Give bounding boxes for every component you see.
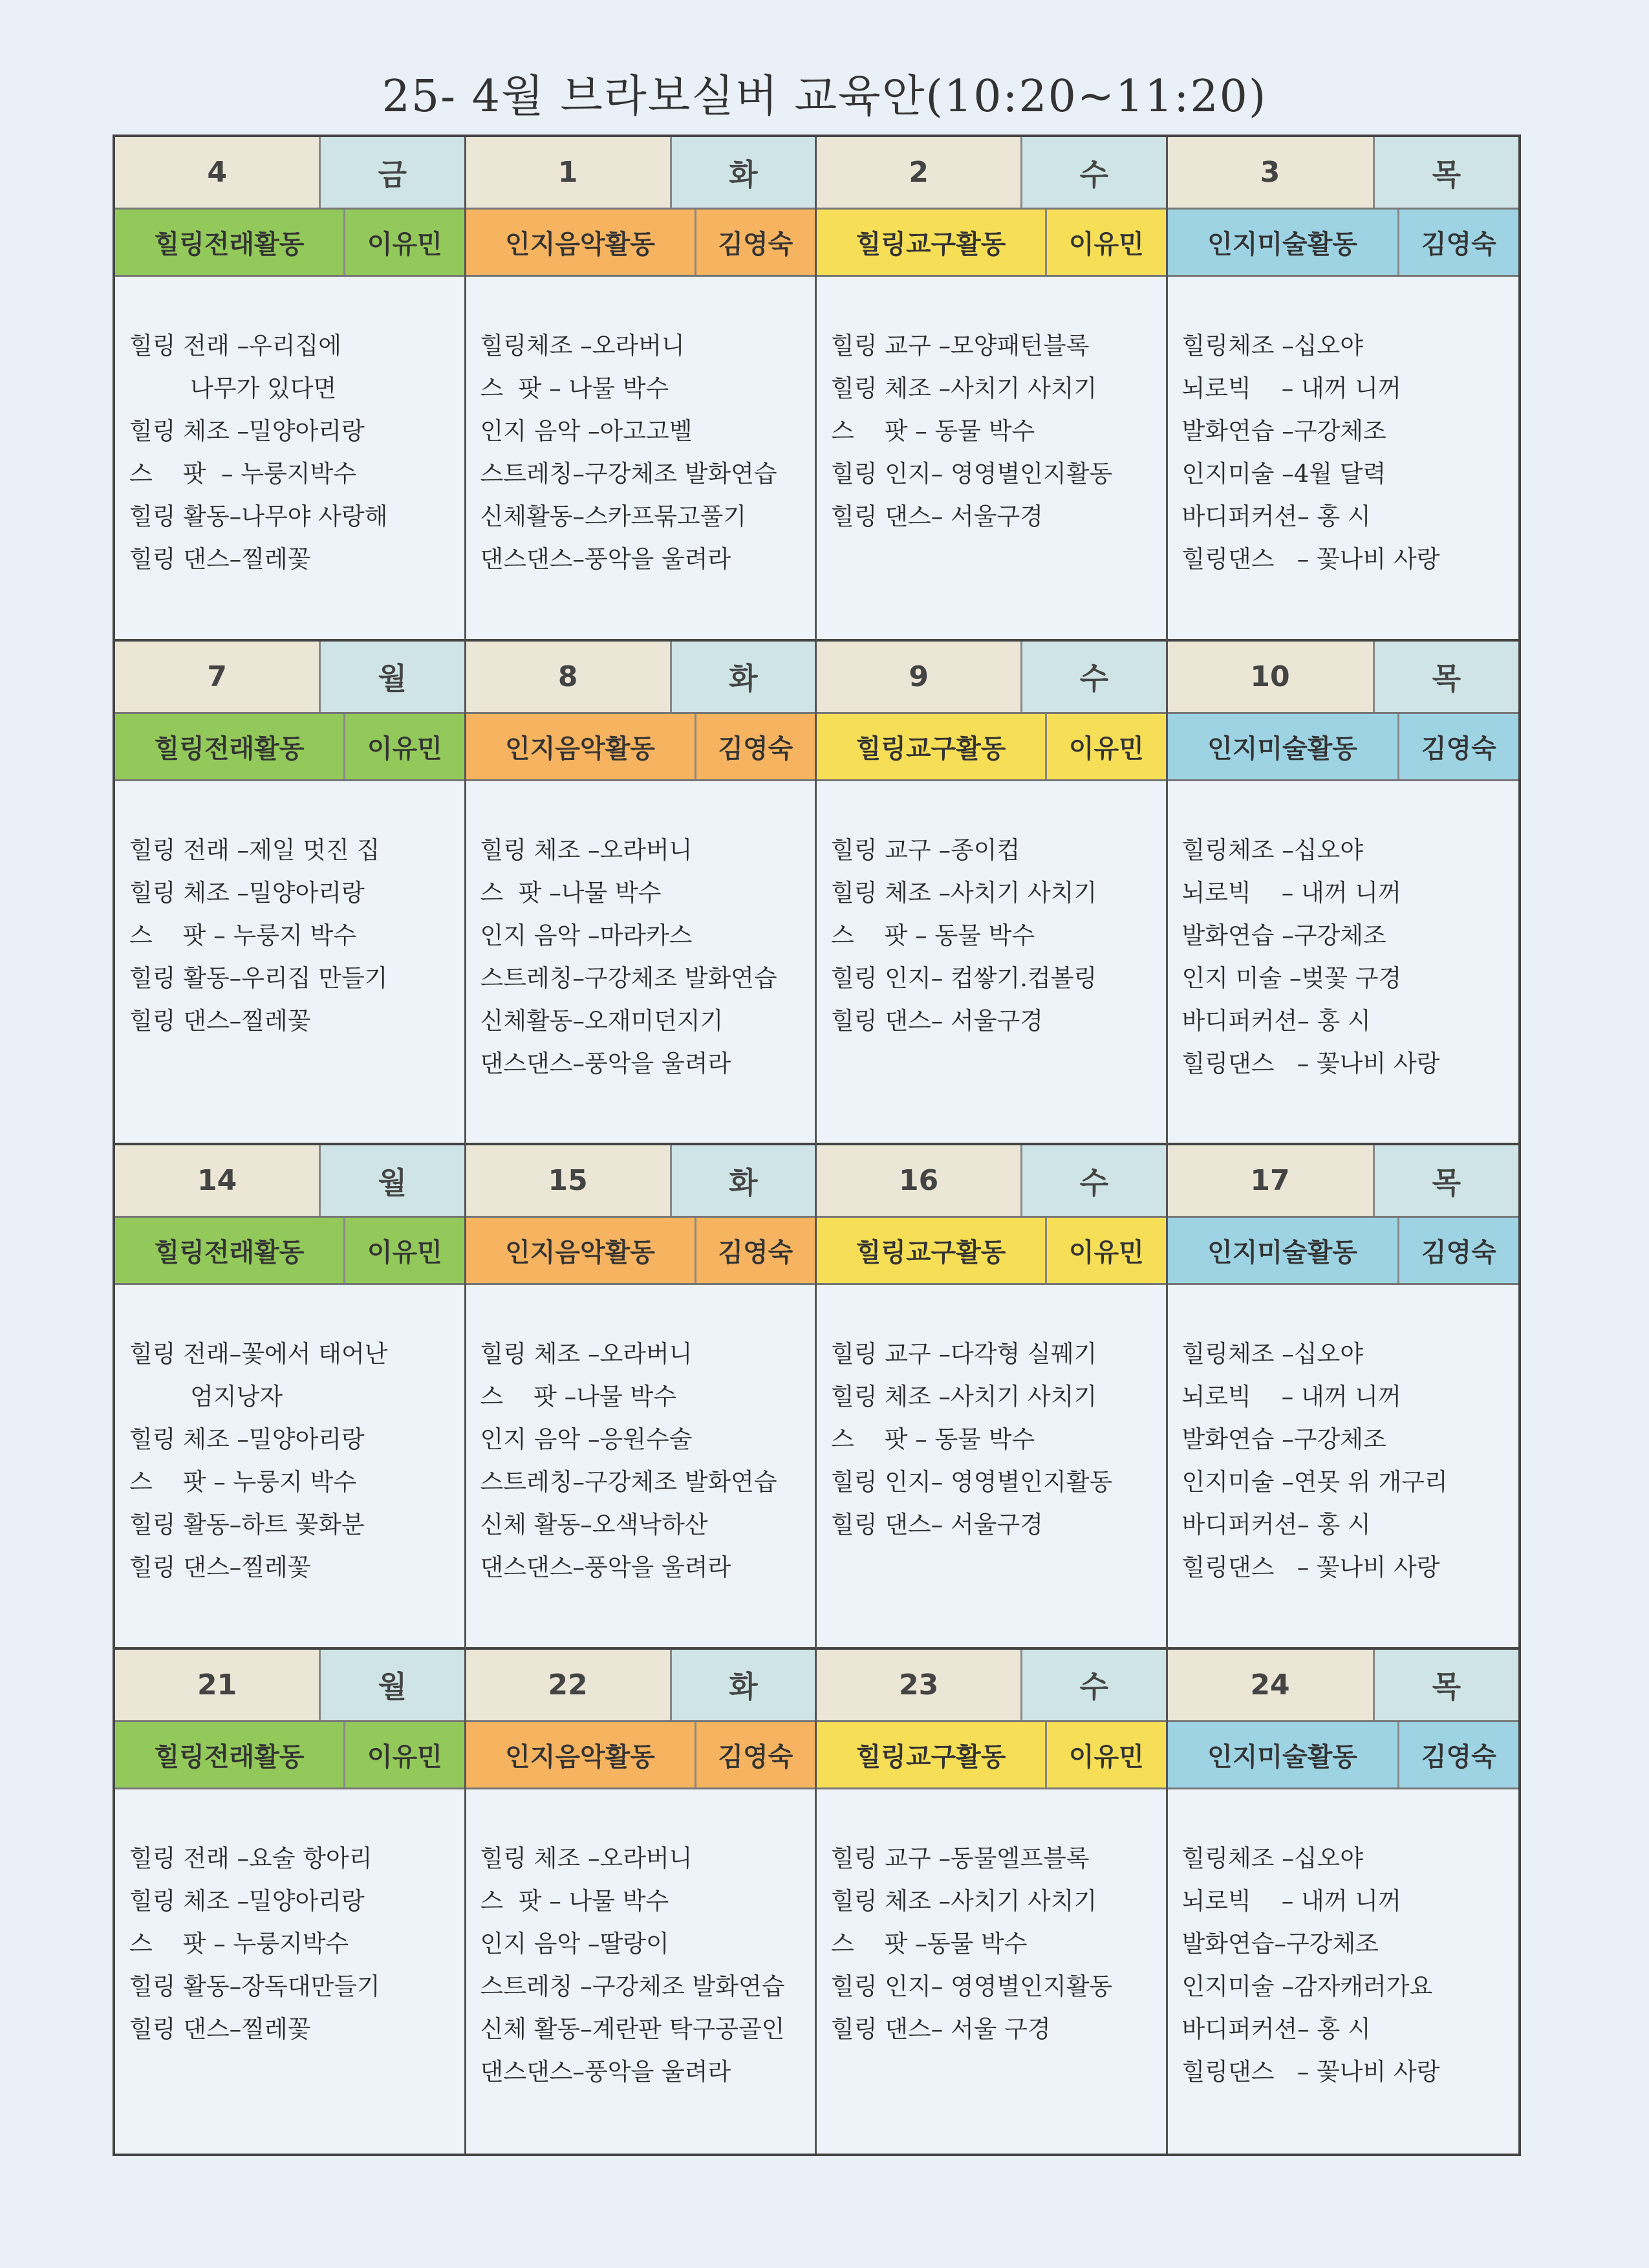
lesson-line: 힐링 체조 –오라버니 bbox=[480, 1340, 693, 1368]
activity-row bbox=[1168, 1218, 1519, 1285]
day-cell bbox=[466, 642, 817, 1146]
teacher-name: 김영숙 bbox=[1399, 1722, 1518, 1787]
lesson-line: 힐링 체조 –사치기 사치기 bbox=[831, 1886, 1097, 1915]
lesson-plan bbox=[466, 277, 815, 639]
lesson-line: 바디퍼커션– 홍 시 bbox=[1181, 2014, 1371, 2043]
day-weekday: 목 bbox=[1375, 1145, 1518, 1216]
day-header bbox=[115, 1145, 464, 1218]
lesson-line: 스 팟 – 누룽지박수 bbox=[129, 1929, 349, 1958]
day-header bbox=[1168, 1145, 1519, 1218]
teacher-name: 이유민 bbox=[1047, 210, 1165, 275]
lesson-plan bbox=[817, 1789, 1166, 2154]
activity-name: 힐링전래활동 bbox=[115, 1722, 345, 1787]
activity-row bbox=[1168, 714, 1519, 781]
lesson-plan bbox=[466, 1285, 815, 1647]
day-header bbox=[466, 137, 815, 210]
day-date: 10 bbox=[1168, 642, 1375, 712]
lesson-plan bbox=[817, 277, 1166, 639]
lesson-line: 인지 음악 –딸랑이 bbox=[480, 1929, 669, 1958]
day-cell bbox=[115, 137, 466, 642]
lesson-line: 신체활동–스카프묶고풀기 bbox=[480, 502, 747, 530]
lesson-line: 힐링댄스 – 꽃나비 사랑 bbox=[1181, 545, 1440, 573]
lesson-line: 힐링체조 –십오야 bbox=[1181, 1340, 1363, 1368]
day-date: 17 bbox=[1168, 1145, 1375, 1216]
lesson-line: 힐링 활동–장독대만들기 bbox=[129, 1972, 380, 2000]
teacher-name: 이유민 bbox=[1047, 1218, 1165, 1283]
day-header bbox=[1168, 642, 1519, 714]
lesson-line: 힐링 댄스– 서울구경 bbox=[831, 502, 1043, 530]
lesson-plan bbox=[1168, 781, 1519, 1143]
day-header bbox=[1168, 1650, 1519, 1722]
day-weekday: 월 bbox=[321, 642, 464, 712]
lesson-plan bbox=[115, 781, 464, 1143]
lesson-line: 힐링 체조 –사치기 사치기 bbox=[831, 878, 1097, 907]
day-date: 22 bbox=[466, 1650, 672, 1720]
day-date: 7 bbox=[115, 642, 321, 712]
lesson-line: 발화연습–구강체조 bbox=[1181, 1929, 1379, 1958]
lesson-plan bbox=[466, 1789, 815, 2154]
activity-row bbox=[115, 1218, 464, 1285]
activity-row bbox=[817, 714, 1166, 781]
day-weekday: 수 bbox=[1022, 642, 1165, 712]
activity-name: 힐링전래활동 bbox=[115, 1218, 345, 1283]
day-cell bbox=[466, 1650, 817, 2154]
lesson-line: 인지 음악 –응원수술 bbox=[480, 1425, 693, 1453]
lesson-line: 인지미술 –감자캐러가요 bbox=[1181, 1972, 1433, 2000]
lesson-plan bbox=[1168, 277, 1519, 639]
activity-name: 인지음악활동 bbox=[466, 1722, 696, 1787]
lesson-line: 신체활동–오재미던지기 bbox=[480, 1006, 724, 1035]
activity-name: 인지미술활동 bbox=[1168, 1722, 1399, 1787]
lesson-line: 스 팟 – 누룽지 박수 bbox=[129, 921, 357, 949]
activity-name: 힐링교구활동 bbox=[817, 210, 1047, 275]
lesson-line: 인지 음악 –아고고벨 bbox=[480, 417, 693, 445]
day-weekday: 화 bbox=[672, 137, 815, 208]
lesson-line: 힐링 체조 –오라버니 bbox=[480, 836, 693, 864]
activity-name: 힐링전래활동 bbox=[115, 210, 345, 275]
day-cell bbox=[817, 642, 1168, 1146]
day-weekday: 목 bbox=[1375, 1650, 1518, 1720]
day-weekday: 화 bbox=[672, 642, 815, 712]
lesson-line: 댄스댄스–풍악을 울려라 bbox=[480, 1049, 731, 1077]
day-date: 4 bbox=[115, 137, 321, 208]
lesson-line: 바디퍼커션– 홍 시 bbox=[1181, 1006, 1371, 1035]
lesson-line: 힐링댄스 – 꽃나비 사랑 bbox=[1181, 1049, 1440, 1077]
lesson-line: 뇌로빅 – 내꺼 니꺼 bbox=[1181, 1886, 1401, 1915]
lesson-line: 힐링체조 –오라버니 bbox=[480, 332, 685, 360]
lesson-line: 뇌로빅 – 내꺼 니꺼 bbox=[1181, 878, 1401, 907]
day-cell bbox=[1168, 642, 1519, 1146]
day-weekday: 수 bbox=[1022, 1145, 1165, 1216]
teacher-name: 이유민 bbox=[345, 1722, 464, 1787]
lesson-line: 스 팟 – 동물 박수 bbox=[831, 417, 1035, 445]
page-title: 25- 4월 브라보실버 교육안(10:20~11:20) bbox=[382, 71, 1267, 122]
day-cell bbox=[115, 1145, 466, 1650]
lesson-line: 스 팟 – 동물 박수 bbox=[831, 921, 1035, 949]
lesson-line: 힐링 교구 –다각형 실꿰기 bbox=[831, 1340, 1097, 1368]
lesson-plan bbox=[466, 781, 815, 1143]
lesson-line: 스트레칭–구강체조 발화연습 bbox=[480, 460, 777, 488]
activity-row bbox=[466, 210, 815, 277]
lesson-line: 스 팟 –나물 박수 bbox=[480, 878, 662, 907]
lesson-line: 스트레칭 –구강체조 발화연습 bbox=[480, 1972, 785, 2000]
day-date: 15 bbox=[466, 1145, 672, 1216]
teacher-name: 김영숙 bbox=[696, 1722, 815, 1787]
lesson-line: 힐링 댄스–찔레꽃 bbox=[129, 545, 311, 573]
activity-row bbox=[115, 714, 464, 781]
teacher-name: 김영숙 bbox=[1399, 714, 1518, 779]
day-header bbox=[1168, 137, 1519, 210]
activity-row bbox=[817, 1722, 1166, 1789]
day-cell bbox=[466, 137, 817, 642]
day-cell bbox=[115, 1650, 466, 2154]
lesson-line: 힐링 댄스– 서울구경 bbox=[831, 1511, 1043, 1539]
lesson-line: 힐링 댄스– 서울 구경 bbox=[831, 2014, 1051, 2043]
lesson-line: 나무가 있다면 bbox=[129, 374, 337, 402]
teacher-name: 김영숙 bbox=[696, 210, 815, 275]
activity-name: 힐링교구활동 bbox=[817, 1722, 1047, 1787]
teacher-name: 이유민 bbox=[345, 1218, 464, 1283]
lesson-line: 스 팟 – 누룽지박수 bbox=[129, 460, 357, 488]
day-cell bbox=[1168, 137, 1519, 642]
day-date: 8 bbox=[466, 642, 672, 712]
lesson-line: 스 팟 – 동물 박수 bbox=[831, 1425, 1035, 1453]
lesson-line: 스트레칭–구강체조 발화연습 bbox=[480, 1468, 777, 1496]
activity-name: 인지미술활동 bbox=[1168, 714, 1399, 779]
lesson-line: 엄지낭자 bbox=[129, 1383, 283, 1410]
lesson-line: 힐링 인지– 영영별인지활동 bbox=[831, 1972, 1113, 2000]
lesson-line: 힐링 교구 –동물엘프블록 bbox=[831, 1844, 1090, 1872]
activity-row bbox=[817, 210, 1166, 277]
lesson-plan bbox=[1168, 1285, 1519, 1647]
activity-name: 인지미술활동 bbox=[1168, 210, 1399, 275]
lesson-plan bbox=[817, 781, 1166, 1143]
day-header bbox=[466, 1145, 815, 1218]
lesson-line: 뇌로빅 – 내꺼 니꺼 bbox=[1181, 374, 1401, 402]
lesson-line: 힐링 인지– 영영별인지활동 bbox=[831, 1468, 1113, 1496]
lesson-line: 인지미술 –4월 달력 bbox=[1181, 460, 1386, 488]
lesson-plan bbox=[115, 277, 464, 639]
activity-row bbox=[817, 1218, 1166, 1285]
day-date: 2 bbox=[817, 137, 1022, 208]
activity-name: 인지음악활동 bbox=[466, 210, 696, 275]
lesson-line: 신체 활동–오색낙하산 bbox=[480, 1511, 708, 1539]
day-cell bbox=[1168, 1145, 1519, 1650]
teacher-name: 이유민 bbox=[345, 210, 464, 275]
activity-name: 힐링교구활동 bbox=[817, 714, 1047, 779]
lesson-line: 힐링 전래 –요술 항아리 bbox=[129, 1844, 372, 1872]
teacher-name: 김영숙 bbox=[1399, 1218, 1518, 1283]
lesson-line: 댄스댄스–풍악을 울려라 bbox=[480, 1553, 731, 1581]
lesson-line: 힐링 체조 –사치기 사치기 bbox=[831, 1383, 1097, 1410]
lesson-plan bbox=[817, 1285, 1166, 1647]
day-cell bbox=[817, 1650, 1168, 2154]
day-date: 21 bbox=[115, 1650, 321, 1720]
day-weekday: 금 bbox=[321, 137, 464, 208]
lesson-plan bbox=[115, 1285, 464, 1647]
lesson-line: 힐링 체조 –밀양아리랑 bbox=[129, 878, 365, 907]
lesson-line: 힐링 체조 –밀양아리랑 bbox=[129, 417, 365, 445]
lesson-plan bbox=[115, 1789, 464, 2154]
day-weekday: 월 bbox=[321, 1145, 464, 1216]
lesson-line: 바디퍼커션– 홍 시 bbox=[1181, 1511, 1371, 1539]
day-header bbox=[817, 137, 1166, 210]
lesson-line: 힐링 체조 –밀양아리랑 bbox=[129, 1425, 365, 1453]
day-header bbox=[817, 1650, 1166, 1722]
lesson-line: 힐링댄스 – 꽃나비 사랑 bbox=[1181, 2057, 1440, 2086]
lesson-line: 스 팟 – 나물 박수 bbox=[480, 374, 669, 402]
lesson-line: 힐링 체조 –사치기 사치기 bbox=[831, 374, 1097, 402]
lesson-line: 스 팟 – 누룽지 박수 bbox=[129, 1468, 357, 1496]
teacher-name: 이유민 bbox=[1047, 1722, 1165, 1787]
lesson-plan bbox=[1168, 1789, 1519, 2154]
day-date: 24 bbox=[1168, 1650, 1375, 1720]
lesson-line: 힐링 체조 –밀양아리랑 bbox=[129, 1886, 365, 1915]
day-weekday: 목 bbox=[1375, 137, 1518, 208]
activity-row bbox=[466, 1722, 815, 1789]
lesson-line: 스 팟 –동물 박수 bbox=[831, 1929, 1028, 1958]
teacher-name: 김영숙 bbox=[1399, 210, 1518, 275]
lesson-line: 힐링 체조 –오라버니 bbox=[480, 1844, 693, 1872]
lesson-line: 뇌로빅 – 내꺼 니꺼 bbox=[1181, 1383, 1401, 1410]
lesson-line: 힐링 전래 –제일 멋진 집 bbox=[129, 836, 380, 864]
lesson-line: 신체 활동–계란판 탁구공골인 bbox=[480, 2014, 785, 2043]
day-header bbox=[466, 1650, 815, 1722]
activity-name: 힐링교구활동 bbox=[817, 1218, 1047, 1283]
activity-name: 인지음악활동 bbox=[466, 1218, 696, 1283]
lesson-line: 힐링 댄스–찔레꽃 bbox=[129, 1553, 311, 1581]
lesson-line: 인지 미술 –벚꽃 구경 bbox=[1181, 964, 1402, 992]
activity-name: 인지미술활동 bbox=[1168, 1218, 1399, 1283]
lesson-line: 힐링 활동–하트 꽃화분 bbox=[129, 1511, 365, 1539]
lesson-line: 발화연습 –구강체조 bbox=[1181, 417, 1386, 445]
lesson-line: 스 팟 – 나물 박수 bbox=[480, 1886, 669, 1915]
activity-name: 힐링전래활동 bbox=[115, 714, 345, 779]
activity-row bbox=[466, 714, 815, 781]
day-weekday: 수 bbox=[1022, 137, 1165, 208]
day-cell bbox=[817, 1145, 1168, 1650]
day-date: 23 bbox=[817, 1650, 1022, 1720]
day-weekday: 목 bbox=[1375, 642, 1518, 712]
lesson-line: 힐링체조 –십오야 bbox=[1181, 836, 1363, 864]
lesson-line: 힐링 활동–나무야 사랑해 bbox=[129, 502, 388, 530]
day-header bbox=[817, 642, 1166, 714]
day-date: 16 bbox=[817, 1145, 1022, 1216]
lesson-line: 힐링 댄스–찔레꽃 bbox=[129, 1006, 311, 1035]
teacher-name: 김영숙 bbox=[696, 714, 815, 779]
lesson-line: 힐링 인지– 영영별인지활동 bbox=[831, 460, 1113, 488]
day-weekday: 월 bbox=[321, 1650, 464, 1720]
lesson-line: 힐링 댄스–찔레꽃 bbox=[129, 2014, 311, 2043]
activity-row bbox=[1168, 1722, 1519, 1789]
lesson-line: 인지 음악 –마라카스 bbox=[480, 921, 693, 949]
lesson-line: 힐링 댄스– 서울구경 bbox=[831, 1006, 1043, 1035]
lesson-line: 힐링 전래–꽃에서 태어난 bbox=[129, 1340, 388, 1368]
lesson-line: 힐링 전래 –우리집에 bbox=[129, 332, 341, 360]
day-header bbox=[115, 137, 464, 210]
day-header bbox=[817, 1145, 1166, 1218]
teacher-name: 이유민 bbox=[1047, 714, 1165, 779]
day-header bbox=[466, 642, 815, 714]
teacher-name: 이유민 bbox=[345, 714, 464, 779]
lesson-line: 힐링체조 –십오야 bbox=[1181, 332, 1363, 360]
day-date: 3 bbox=[1168, 137, 1375, 208]
teacher-name: 김영숙 bbox=[696, 1218, 815, 1283]
day-header bbox=[115, 1650, 464, 1722]
activity-row bbox=[115, 1722, 464, 1789]
day-date: 1 bbox=[466, 137, 672, 208]
lesson-line: 댄스댄스–풍악을 울려라 bbox=[480, 545, 731, 573]
lesson-line: 힐링댄스 – 꽃나비 사랑 bbox=[1181, 1553, 1440, 1581]
lesson-line: 인지미술 –연못 위 개구리 bbox=[1181, 1468, 1448, 1496]
day-date: 14 bbox=[115, 1145, 321, 1216]
day-cell bbox=[466, 1145, 817, 1650]
day-header bbox=[115, 642, 464, 714]
day-cell bbox=[1168, 1650, 1519, 2154]
lesson-line: 댄스댄스–풍악을 울려라 bbox=[480, 2057, 731, 2086]
lesson-line: 힐링 활동–우리집 만들기 bbox=[129, 964, 388, 992]
schedule-grid bbox=[113, 135, 1521, 2156]
lesson-line: 힐링체조 –십오야 bbox=[1181, 1844, 1363, 1872]
activity-row bbox=[115, 210, 464, 277]
day-weekday: 화 bbox=[672, 1650, 815, 1720]
lesson-line: 힐링 교구 –모양패턴블록 bbox=[831, 332, 1090, 360]
day-weekday: 수 bbox=[1022, 1650, 1165, 1720]
day-cell bbox=[817, 137, 1168, 642]
day-weekday: 화 bbox=[672, 1145, 815, 1216]
lesson-line: 스 팟 –나물 박수 bbox=[480, 1383, 677, 1410]
activity-row bbox=[466, 1218, 815, 1285]
lesson-line: 힐링 교구 –종이컵 bbox=[831, 836, 1020, 864]
lesson-line: 바디퍼커션– 홍 시 bbox=[1181, 502, 1371, 530]
lesson-line: 발화연습 –구강체조 bbox=[1181, 1425, 1386, 1453]
lesson-line: 발화연습 –구강체조 bbox=[1181, 921, 1386, 949]
lesson-line: 스트레칭–구강체조 발화연습 bbox=[480, 964, 777, 992]
activity-name: 인지음악활동 bbox=[466, 714, 696, 779]
activity-row bbox=[1168, 210, 1519, 277]
lesson-line: 힐링 인지– 컵쌓기.컵볼링 bbox=[831, 964, 1097, 992]
day-date: 9 bbox=[817, 642, 1022, 712]
day-cell bbox=[115, 642, 466, 1146]
